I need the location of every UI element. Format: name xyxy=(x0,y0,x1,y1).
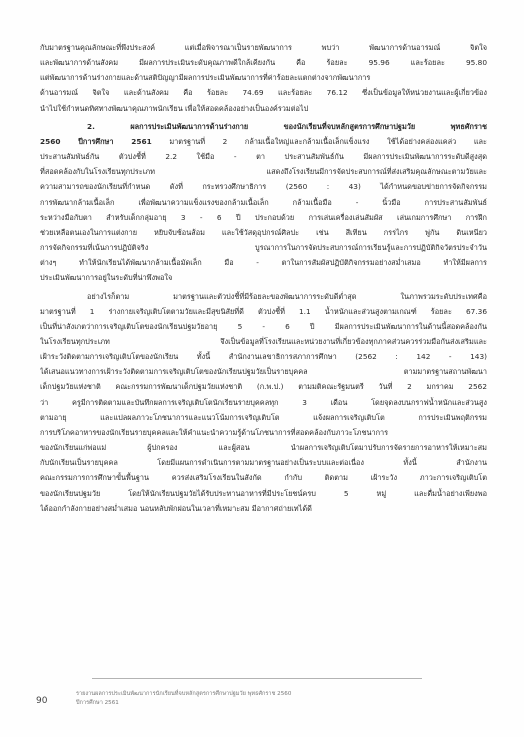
paragraph-line: ในโรงเรียนทุกประเภท จึงเป็นข้อมูลที่โรงเรียนและหน่วยงานที่เกี่ยวข้องทุกภาคส่วนควรร่วมมือกันส่งเสริมและ xyxy=(40,336,487,346)
body-text xyxy=(40,40,487,516)
paragraph-line: การบริโภคอาหารของนักเรียนรายบุคคลและให้คำแนะนำความรู้ด้านโภชนาการที่สอดคล้องกับภาวะโภชนาการ xyxy=(40,427,389,437)
footer-divider xyxy=(92,678,422,679)
section-heading-line: 2. ผลการประเมินพัฒนาการด้านร่างกาย ของนักเรียนที่จบหลักสูตรการศึกษาปฐมวัย พุทธศักราช xyxy=(87,121,487,131)
paragraph-line: ประเมินพัฒนาการอยู่ในระดับที่น่าพึงพอใจ xyxy=(40,273,173,283)
paragraph-line: กับมาตรฐานคุณลักษณะที่พึงประสงค์ แต่เมื่อพิจารณาเป็นรายพัฒนาการ พบว่า พัฒนาการด้านอารมณ์ จิตใจ xyxy=(40,43,487,52)
paragraph-line: เฝ้าระวังติดตามการเจริญเติบโตของนักเรียน ทั้งนี้ สำนักงานเลขาธิการสภาการศึกษา (2562 : 142 - 143) xyxy=(40,352,487,362)
paragraph-line: ว่า ครูมีการติดตามและบันทึกผลการเจริญเติบโตนักเรียนรายบุคคลทุก 3 เดือน โดยจุดลงบนกราฟน้ำหนักและส่วนสูง xyxy=(40,397,487,407)
paragraph-line: ได้เสนอแนวทางการเฝ้าระวังติดตามการเจริญเติบโตของนักเรียนปฐมวัยเป็นรายบุคคล ตามมาตรฐานสถานพัฒนา xyxy=(40,367,487,377)
footer-title-line-2: ปีการศึกษา 2561 xyxy=(76,700,119,706)
paragraph-line: กับนักเรียนเป็นรายบุคคล โดยมีแผนการดำเนินการตามมาตรฐานอย่างเป็นระบบและต่อเนื่อง ทั้งนี้ สำนักงาน xyxy=(40,458,487,468)
paragraph-line: ของนักเรียนแก่พ่อแม่ ผู้ปกครอง และผู้สอน นำผลการเจริญเติบโตมาปรับการจัดรายการอาหารให้เหมาะสม xyxy=(40,443,487,453)
paragraph-line: ประสานสัมพันธ์กัน ตัวบ่งชี้ที่ 2.2 ใช้มือ - ตา ประสานสัมพันธ์กัน มีผลการประเมินพัฒนาการระดับดีสูงสุด xyxy=(40,152,487,162)
page-number: 90 xyxy=(36,696,48,706)
paragraph-line: ตามอายุ และแปลผลภาวะโภชนาการและแนวโน้มการเจริญเติบโต แจ้งผลการเจริญเติบโต การประเมินพฤติกรรม xyxy=(40,412,487,422)
footer-title xyxy=(76,690,291,708)
paragraph-line: ที่สอดคล้องกับในโรงเรียนทุกประเภท แสดงถึงโรงเรียนมีการจัดประสบการณ์ที่ส่งเสริมคุณลักษณะตามวัยและ xyxy=(40,167,487,177)
heading-prefix: 2560 ปีการศึกษา 2561 xyxy=(40,136,152,146)
paragraph-line: ช่วยเหลือตนเองในการแต่งกาย หยิบจับช้อนส้อม และใช้วัสดุอุปกรณ์ศิลปะ เช่น สีเทียน กรรไกร พู่กัน ดินเหนียว xyxy=(40,227,487,237)
paragraph-line: ความสามารถของนักเรียนที่กำหนด ดังที่ กระทรวงศึกษาธิการ (2560 : 43) ได้กำหนดขอบข่ายการจัดกิจกรรม xyxy=(40,182,487,192)
paragraph-line: คณะกรรมการการศึกษาขั้นพื้นฐาน ควรส่งเสริมโรงเรียนในสังกัด กำกับ ติดตาม เฝ้าระวัง ภาวะการเจริญเติบโต xyxy=(40,473,487,483)
footer-title-line-1: รายงานผลการประเมินพัฒนาการนักเรียนที่จบหลักสูตรการศึกษาปฐมวัย พุทธศักราช 2560 xyxy=(76,691,292,697)
paragraph-line: เด็กปฐมวัยแห่งชาติ คณะกรรมการพัฒนาเด็กปฐมวัยแห่งชาติ (ก.พ.ป.) ตามมติคณะรัฐมนตรี วันที่ 2 มกราคม 2562 xyxy=(40,382,487,392)
paragraph-line: ได้ออกกำลังกายอย่างสม่ำเสมอ นอนหลับพักผ่อนในเวลาที่เหมาะสม มีอากาศถ่ายเทได้ดี xyxy=(40,503,312,513)
paragraph-line: อย่างไรก็ตาม มาตรฐานและตัวบ่งชี้ที่มีร้อยละของพัฒนาการระดับดีต่ำสุด ในภาพรวมระดับประเทศคือ xyxy=(87,291,487,301)
paragraph-line: มาตรฐานที่ 1 ร่างกายเจริญเติบโตตามวัยและมีสุขนิสัยที่ดี ตัวบ่งชี้ที่ 1.1 น้ำหนักและส่วนสูงตามเกณฑ์ ร้อยละ 67.36 xyxy=(40,306,487,316)
paragraph-line: แต่พัฒนาการด้านร่างกายและด้านสติปัญญามีผลการประเมินพัฒนาการที่ค่าร้อยละแตกต่างจากพัฒนาการ xyxy=(40,73,371,83)
paragraph-line: 2560 ปีการศึกษา 2561 มาตรฐานที่ 2 กล้ามเนื้อใหญ่และกล้ามเนื้อเล็กแข็งแรง ใช้ได้อย่างคล่องแคล่ว และ xyxy=(40,136,487,146)
paragraph-line: ของนักเรียนปฐมวัย โดยให้นักเรียนปฐมวัยได้รับประทานอาหารที่มีประโยชน์ครบ 5 หมู่ และดื่มน้ำอย่างเพียงพอ xyxy=(40,488,487,498)
paragraph-line: ด้านอารมณ์ จิตใจ และด้านสังคม คือ ร้อยละ 74.69 และร้อยละ 76.12 ซึ่งเป็นข้อมูลให้หน่วยงานและผู้เกี่ยวข้อง xyxy=(40,88,487,98)
paragraph-line: นำไปใช้กำหนดทิศทางพัฒนาคุณภาพนักเรียน เพื่อให้สอดคล้องอย่างเป็นองค์รวมต่อไป xyxy=(40,103,309,113)
paragraph-line: และพัฒนาการด้านสังคม มีผลการประเมินระดับคุณภาพดีใกล้เคียงกัน คือ ร้อยละ 95.96 และร้อยละ 95.80 xyxy=(40,58,487,68)
paragraph-line: การจัดกิจกรรมที่เน้นการปฏิบัติจริง บูรณาการในการจัดประสบการณ์การเรียนรู้และการปฏิบัติกิจวัตรประจำวัน xyxy=(40,243,487,253)
paragraph-line: ระหว่างมือกับตา สำหรับเด็กกลุ่มอายุ 3 - 6 ปี ประกอบด้วย การเล่นเครื่องเล่นสัมผัส เล่นเกมการศึกษา การฝึก xyxy=(40,212,487,222)
paragraph-line: เป็นที่น่าสังเกตว่าการเจริญเติบโตของนักเรียนปฐมวัยอายุ 5 - 6 ปี มีผลการประเมินพัฒนาการในด้านนี้สอดคล้องกัน xyxy=(40,321,487,331)
paragraph-line: การพัฒนากล้ามเนื้อเล็ก เพื่อพัฒนาความแข็งแรงของกล้ามเนื้อเล็ก กล้ามเนื้อมือ - นิ้วมือ การประสานสัมพันธ์ xyxy=(40,197,487,207)
paragraph-line: ต่างๆ ทำให้นักเรียนได้พัฒนากล้ามเนื้อมัดเล็ก มือ - ตาในการสัมผัสปฏิบัติกิจกรรมอย่างสม่ำเสมอ ทำให้มีผลการ xyxy=(40,258,487,268)
